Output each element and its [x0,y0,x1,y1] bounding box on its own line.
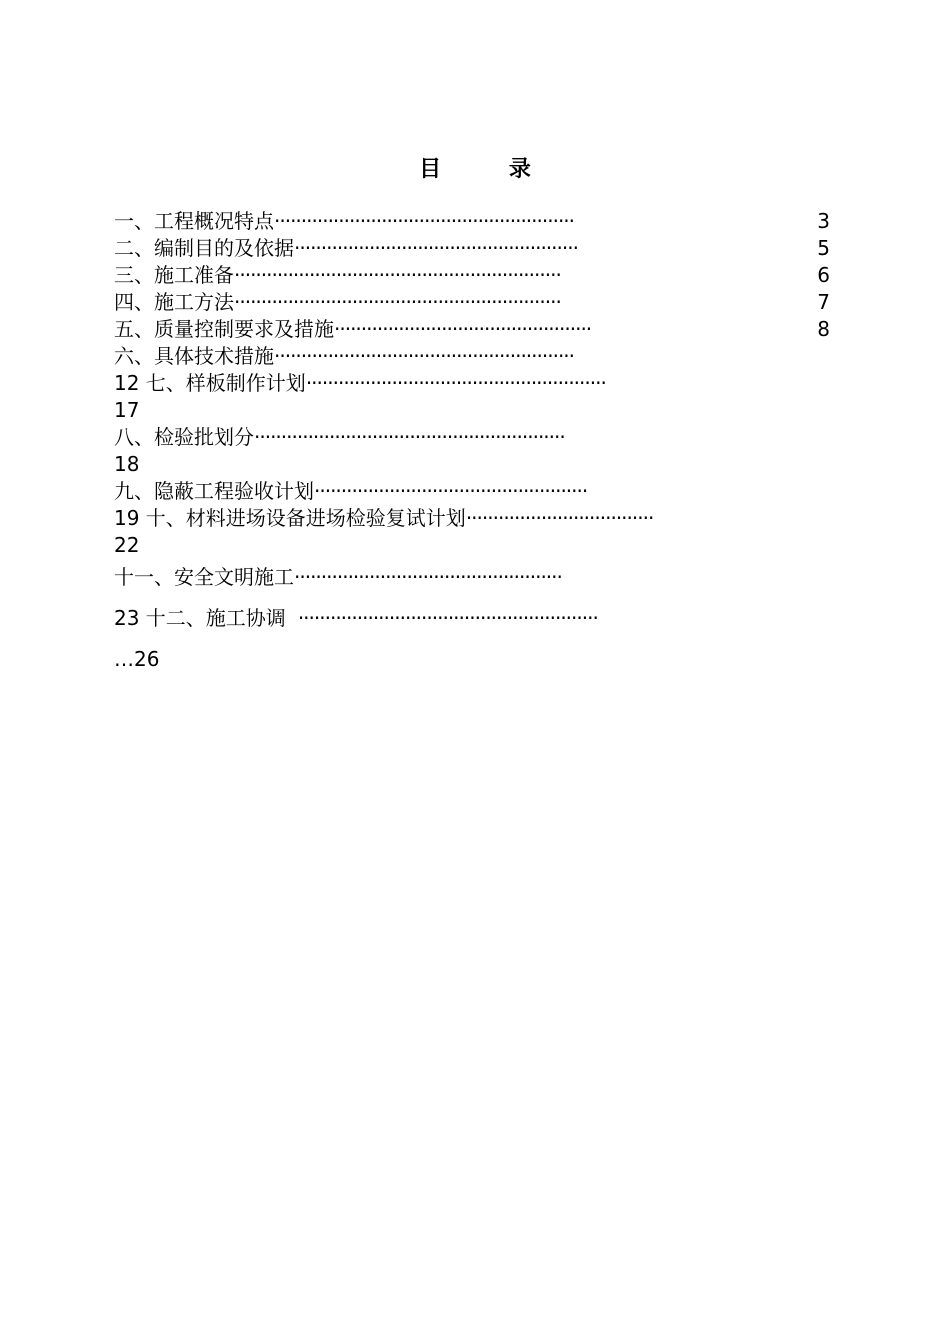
toc-entry-label: 22 [114,533,140,557]
toc-entry-label: 九、隐蔽工程验收计划 [114,479,314,503]
leader-dots: ························································ [274,209,575,233]
toc-entry[interactable] [114,646,159,673]
toc-entry[interactable] [114,397,139,424]
toc-entry-label: 十一、安全文明施工 [114,565,294,589]
toc-entry-label: 12 七、样板制作计划 [114,371,306,395]
leader-dots: ························································ [274,344,575,368]
toc-entry[interactable] [114,478,768,505]
toc-entry-page: 6 [817,263,830,287]
leader-dots: ····························································· [234,290,561,314]
toc-entry[interactable] [114,424,778,451]
toc-entry-label: 八、检验批划分 [114,425,254,449]
leader-dots: ························································ [297,606,598,630]
toc-entry-label: 六、具体技术措施 [114,344,274,368]
toc-entry-label: 五、质量控制要求及措施 [114,317,334,341]
leader-dots: ····················································· [294,236,578,260]
toc-title: 目 录 [419,157,561,182]
toc-entry[interactable] [114,208,830,235]
toc-entry-label: 二、编制目的及依据 [114,236,294,260]
toc-entry[interactable] [114,605,798,632]
toc-entry-label: …26 [114,647,160,671]
toc-entry[interactable] [114,505,778,532]
toc-entry-label: 四、施工方法 [114,290,234,314]
toc-entry-label: 一、工程概况特点 [114,209,274,233]
leader-dots: ····························································· [234,263,561,287]
toc-entry[interactable] [114,451,139,478]
leader-dots: ··················································· [314,479,588,503]
leader-dots: ·························································· [254,425,565,449]
toc-entry[interactable] [114,343,774,370]
toc-entry[interactable] [114,316,830,343]
toc-entry-label: 三、施工准备 [114,263,234,287]
toc-entry-label: 23 十二、施工协调 [114,606,286,630]
toc-entry-label: 18 [114,452,140,476]
toc-entry[interactable] [114,235,830,262]
toc-entry[interactable] [114,532,139,559]
toc-entry[interactable] [114,370,808,397]
leader-dots: ·················································· [294,565,562,589]
toc-entry[interactable] [114,262,830,289]
leader-dots: ··································· [465,506,654,530]
toc-entry-label: 19 十、材料进场设备进场检验复试计划 [114,506,466,530]
toc-entry-label: 17 [114,398,140,422]
toc-entry[interactable] [114,289,830,316]
toc-entry-page: 5 [817,236,830,260]
leader-dots: ················································ [334,317,592,341]
toc-entry-page: 3 [817,209,830,233]
toc-entry[interactable] [114,564,744,591]
toc-entry-page: 8 [817,317,830,341]
leader-dots: ························································ [305,371,606,395]
toc-entry-page: 7 [817,290,830,314]
